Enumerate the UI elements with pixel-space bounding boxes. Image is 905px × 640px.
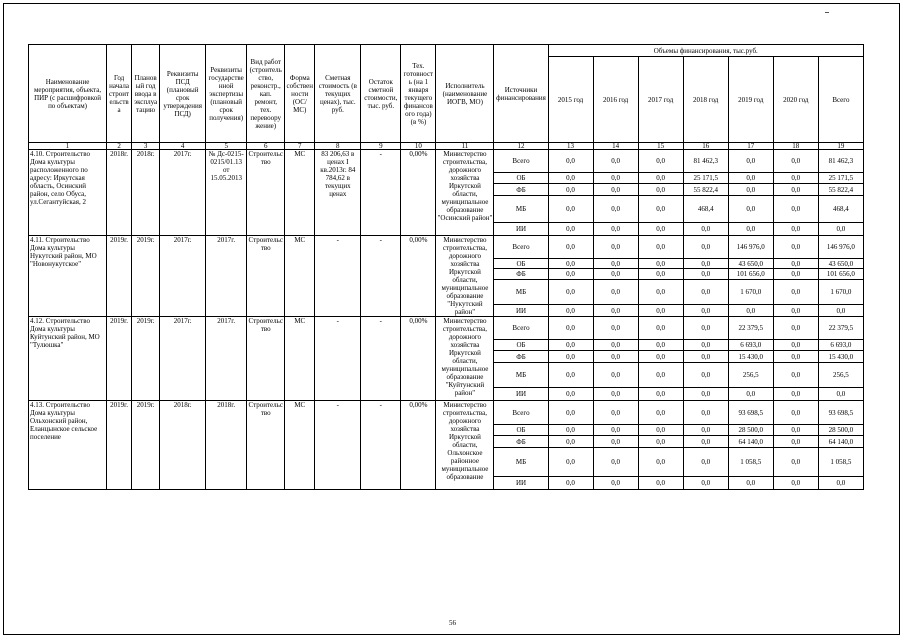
estimated-cost: 83 206,63 в ценах I кв.2013г. 84 784,62 в текущих ценах	[315, 150, 361, 236]
executor: Министерство строительства, дорожного хозяйства Иркутской области, Ольхонское районное муниципальное образование	[436, 401, 494, 490]
column-number: 14	[593, 143, 638, 150]
year-value: 0,0	[638, 448, 683, 477]
year-value: 0,0	[683, 280, 728, 305]
year-value: 0,0	[593, 196, 638, 223]
year-value: 0,0	[683, 305, 728, 317]
start-year: 2019г.	[107, 317, 132, 401]
expertise-date: 2017г.	[206, 236, 247, 317]
start-year: 2019г.	[107, 236, 132, 317]
year-value: 0,0	[683, 236, 728, 259]
column-number: 17	[728, 143, 773, 150]
year-value: 6 693,0	[728, 340, 773, 351]
year-value: 0,0	[548, 184, 593, 196]
year-value: 0,0	[638, 305, 683, 317]
year-value: 0,0	[593, 340, 638, 351]
total-value: 93 698,5	[818, 401, 863, 425]
year-value: 0,0	[773, 150, 818, 173]
funding-source: МБ	[494, 448, 548, 477]
total-value: 101 656,0	[818, 269, 863, 280]
total-value: 0,0	[818, 388, 863, 401]
year-value: 0,0	[773, 280, 818, 305]
psd-date: 2017г.	[160, 236, 206, 317]
funding-source: ИИ	[494, 305, 548, 317]
year-value: 0,0	[593, 425, 638, 436]
funding-source: ИИ	[494, 388, 548, 401]
total-value: 55 822,4	[818, 184, 863, 196]
year-value: 0,0	[638, 223, 683, 236]
commission-year: 2019г.	[132, 236, 160, 317]
psd-date: 2017г.	[160, 317, 206, 401]
year-value: 0,0	[773, 340, 818, 351]
year-value: 0,0	[638, 340, 683, 351]
year-value: 0,0	[683, 317, 728, 340]
year-value: 0,0	[683, 351, 728, 363]
work-type: Строительство	[247, 236, 285, 317]
year-value: 0,0	[683, 477, 728, 490]
remaining-cost: -	[361, 317, 401, 401]
header-commission-year: Плановый год ввода в эксплуатацию	[132, 45, 160, 143]
year-value: 0,0	[548, 305, 593, 317]
year-value: 0,0	[638, 351, 683, 363]
year-value: 0,0	[548, 388, 593, 401]
column-number: 3	[132, 143, 160, 150]
year-value: 0,0	[683, 259, 728, 269]
year-value: 0,0	[548, 477, 593, 490]
year-value: 28 500,0	[728, 425, 773, 436]
year-value: 0,0	[773, 196, 818, 223]
year-value: 0,0	[548, 448, 593, 477]
year-value: 0,0	[548, 436, 593, 448]
year-value: 55 822,4	[683, 184, 728, 196]
executor: Министерство строительства, дорожного хозяйства Иркутской области, муниципальное образование "Нукутский район"	[436, 236, 494, 317]
year-value: 0,0	[683, 223, 728, 236]
year-value: 0,0	[638, 401, 683, 425]
year-value: 0,0	[728, 305, 773, 317]
year-value: 0,0	[638, 150, 683, 173]
funding-source: Всего	[494, 401, 548, 425]
ownership: МС	[285, 150, 315, 236]
year-value: 0,0	[773, 305, 818, 317]
year-value: 0,0	[548, 223, 593, 236]
year-value: 0,0	[683, 388, 728, 401]
year-value: 0,0	[773, 448, 818, 477]
executor: Министерство строительства, дорожного хозяйства Иркутской области, муниципальное образование "Куйтунский район"	[436, 317, 494, 401]
start-year: 2019г.	[107, 401, 132, 490]
column-numbers-row	[29, 143, 864, 150]
year-value: 146 976,0	[728, 236, 773, 259]
header-year-2020: 2020 год	[773, 57, 818, 143]
year-value: 0,0	[548, 196, 593, 223]
work-type: Строительство	[247, 317, 285, 401]
header-estimated-cost: Сметная стоимость (в текущих ценах), тыс. руб.	[315, 45, 361, 143]
year-value: 0,0	[773, 173, 818, 184]
year-value: 0,0	[593, 388, 638, 401]
header-year-2016: 2016 год	[593, 57, 638, 143]
year-value: 0,0	[593, 184, 638, 196]
year-value: 0,0	[593, 448, 638, 477]
total-value: 0,0	[818, 223, 863, 236]
year-value: 0,0	[638, 436, 683, 448]
year-value: 25 171,5	[683, 173, 728, 184]
work-type: Строительство	[247, 150, 285, 236]
total-value: 28 500,0	[818, 425, 863, 436]
total-value: 43 650,0	[818, 259, 863, 269]
year-value: 0,0	[728, 150, 773, 173]
total-value: 1 670,0	[818, 280, 863, 305]
funding-source: МБ	[494, 363, 548, 388]
year-value: 0,0	[548, 259, 593, 269]
year-value: 1 670,0	[728, 280, 773, 305]
start-year: 2018г.	[107, 150, 132, 236]
header-year-2017: 2017 год	[638, 57, 683, 143]
year-value: 0,0	[683, 363, 728, 388]
year-value: 0,0	[728, 173, 773, 184]
year-value: 0,0	[773, 184, 818, 196]
year-value: 0,0	[683, 340, 728, 351]
year-value: 1 058,5	[728, 448, 773, 477]
header-name: Наименование мероприятия, объекта, ПИР (с расшифровкой по объектам)	[29, 45, 107, 143]
funding-source: ОБ	[494, 259, 548, 269]
funding-source: ФБ	[494, 351, 548, 363]
total-value: 146 976,0	[818, 236, 863, 259]
header-psd: Реквизиты ПСД (плановый срок утверждения ПСД)	[160, 45, 206, 143]
expertise-date: 2017г.	[206, 317, 247, 401]
table-row	[29, 401, 864, 425]
header-year-2019: 2019 год	[728, 57, 773, 143]
year-value: 0,0	[593, 363, 638, 388]
year-value: 0,0	[593, 173, 638, 184]
year-value: 0,0	[638, 196, 683, 223]
object-name: 4.11. Строительство Дома культуры Нукутский район, МО "Новонукутское"	[29, 236, 107, 317]
header-year-2018: 2018 год	[683, 57, 728, 143]
psd-date: 2017г.	[160, 150, 206, 236]
total-value: 15 430,0	[818, 351, 863, 363]
total-value: 0,0	[818, 477, 863, 490]
column-number: 12	[494, 143, 548, 150]
year-value: 15 430,0	[728, 351, 773, 363]
header-ownership: Форма собственности (ОС/МС)	[285, 45, 315, 143]
column-number: 8	[315, 143, 361, 150]
column-number: 15	[638, 143, 683, 150]
year-value: 256,5	[728, 363, 773, 388]
year-value: 0,0	[728, 184, 773, 196]
column-number: 1	[29, 143, 107, 150]
year-value: 0,0	[773, 236, 818, 259]
total-value: 25 171,5	[818, 173, 863, 184]
year-value: 0,0	[683, 269, 728, 280]
object-name: 4.12. Строительство Дома культуры Куйтунский район, МО "Тулюшка"	[29, 317, 107, 401]
year-value: 0,0	[638, 363, 683, 388]
remaining-cost: -	[361, 150, 401, 236]
year-value: 0,0	[593, 269, 638, 280]
column-number: 4	[160, 143, 206, 150]
funding-source: Всего	[494, 317, 548, 340]
estimated-cost: -	[315, 236, 361, 317]
column-number: 11	[436, 143, 494, 150]
year-value: 0,0	[593, 401, 638, 425]
year-value: 0,0	[593, 436, 638, 448]
funding-source: Всего	[494, 150, 548, 173]
year-value: 0,0	[773, 223, 818, 236]
year-value: 0,0	[638, 388, 683, 401]
total-value: 22 379,5	[818, 317, 863, 340]
funding-source: МБ	[494, 280, 548, 305]
year-value: 0,0	[548, 425, 593, 436]
year-value: 0,0	[548, 150, 593, 173]
estimated-cost: -	[315, 401, 361, 490]
funding-source: ИИ	[494, 477, 548, 490]
year-value: 22 379,5	[728, 317, 773, 340]
readiness: 0,00%	[401, 401, 436, 490]
year-value: 0,0	[593, 236, 638, 259]
header-executor: Исполнитель (наименование ИОГВ, МО)	[436, 45, 494, 143]
column-number: 9	[361, 143, 401, 150]
funding-source: ФБ	[494, 184, 548, 196]
year-value: 0,0	[683, 436, 728, 448]
commission-year: 2019г.	[132, 401, 160, 490]
year-value: 0,0	[638, 236, 683, 259]
header-funding-source: Источники финансирования	[494, 45, 548, 143]
year-value: 0,0	[593, 477, 638, 490]
year-value: 0,0	[548, 280, 593, 305]
remaining-cost: -	[361, 236, 401, 317]
expertise-date: № Дс-0215-0215/01.13 от 15.05.2013	[206, 150, 247, 236]
year-value: 0,0	[773, 425, 818, 436]
year-value: 0,0	[593, 223, 638, 236]
year-value: 0,0	[728, 223, 773, 236]
funding-source: ФБ	[494, 436, 548, 448]
year-value: 0,0	[773, 351, 818, 363]
funding-source: ИИ	[494, 223, 548, 236]
table-row	[29, 150, 864, 173]
year-value: 0,0	[548, 269, 593, 280]
total-value: 6 693,0	[818, 340, 863, 351]
psd-date: 2018г.	[160, 401, 206, 490]
year-value: 0,0	[593, 317, 638, 340]
year-value: 0,0	[638, 173, 683, 184]
readiness: 0,00%	[401, 236, 436, 317]
year-value: 0,0	[683, 401, 728, 425]
funding-source: Всего	[494, 236, 548, 259]
header-volumes: Объемы финансирования, тыс.руб.	[548, 45, 863, 57]
table-row	[29, 317, 864, 340]
page-number: 56	[449, 619, 456, 627]
year-value: 0,0	[773, 259, 818, 269]
year-value: 0,0	[593, 351, 638, 363]
corner-mark	[825, 12, 829, 13]
column-number: 6	[247, 143, 285, 150]
year-value: 0,0	[548, 340, 593, 351]
year-value: 0,0	[593, 259, 638, 269]
header-readiness: Тех. готовность (на 1 января текущего финансового года) (в %)	[401, 45, 436, 143]
header-year-2015: 2015 год	[548, 57, 593, 143]
column-number: 13	[548, 143, 593, 150]
ownership: МС	[285, 317, 315, 401]
year-value: 0,0	[548, 236, 593, 259]
column-number: 7	[285, 143, 315, 150]
table-body	[29, 150, 864, 490]
header-expertise: Реквизиты государственной экспертизы (плановый срок получения)	[206, 45, 247, 143]
year-value: 101 656,0	[728, 269, 773, 280]
year-value: 93 698,5	[728, 401, 773, 425]
header-total: Всего	[818, 57, 863, 143]
total-value: 468,4	[818, 196, 863, 223]
header-start-year: Год начала строительства	[107, 45, 132, 143]
year-value: 0,0	[638, 269, 683, 280]
year-value: 0,0	[638, 317, 683, 340]
year-value: 0,0	[728, 477, 773, 490]
column-number: 19	[818, 143, 863, 150]
readiness: 0,00%	[401, 317, 436, 401]
year-value: 0,0	[638, 477, 683, 490]
header-work-type: Вид работ (строительство, реконстр., кап. ремонт, тех. перевооружение)	[247, 45, 285, 143]
funding-source: ОБ	[494, 425, 548, 436]
year-value: 468,4	[683, 196, 728, 223]
readiness: 0,00%	[401, 150, 436, 236]
year-value: 43 650,0	[728, 259, 773, 269]
executor: Министерство строительства, дорожного хозяйства Иркутской области, муниципальное образование "Осинский район"	[436, 150, 494, 236]
year-value: 0,0	[593, 150, 638, 173]
ownership: МС	[285, 236, 315, 317]
total-value: 0,0	[818, 305, 863, 317]
total-value: 1 058,5	[818, 448, 863, 477]
year-value: 0,0	[548, 317, 593, 340]
year-value: 0,0	[728, 196, 773, 223]
year-value: 0,0	[773, 436, 818, 448]
year-value: 0,0	[773, 269, 818, 280]
year-value: 0,0	[548, 173, 593, 184]
financing-table	[28, 44, 864, 490]
remaining-cost: -	[361, 401, 401, 490]
commission-year: 2019г.	[132, 317, 160, 401]
estimated-cost: -	[315, 317, 361, 401]
column-number: 5	[206, 143, 247, 150]
total-value: 64 140,0	[818, 436, 863, 448]
object-name: 4.10. Строительство Дома культуры расположенного по адресу: Иркутская область, Осинский район, село Обуса, ул.Сегантуйская, 2	[29, 150, 107, 236]
year-value: 0,0	[773, 317, 818, 340]
year-value: 0,0	[593, 280, 638, 305]
year-value: 0,0	[638, 425, 683, 436]
year-value: 0,0	[548, 363, 593, 388]
expertise-date: 2018г.	[206, 401, 247, 490]
year-value: 81 462,3	[683, 150, 728, 173]
year-value: 0,0	[548, 351, 593, 363]
year-value: 0,0	[638, 184, 683, 196]
year-value: 0,0	[638, 259, 683, 269]
year-value: 0,0	[773, 401, 818, 425]
year-value: 64 140,0	[728, 436, 773, 448]
funding-source: МБ	[494, 196, 548, 223]
object-name: 4.13. Строительство Дома культуры Ольхонский район, Еланцынское сельское поселение	[29, 401, 107, 490]
year-value: 0,0	[683, 425, 728, 436]
year-value: 0,0	[773, 477, 818, 490]
work-type: Строительство	[247, 401, 285, 490]
year-value: 0,0	[593, 305, 638, 317]
year-value: 0,0	[728, 388, 773, 401]
year-value: 0,0	[773, 363, 818, 388]
ownership: МС	[285, 401, 315, 490]
year-value: 0,0	[773, 388, 818, 401]
total-value: 256,5	[818, 363, 863, 388]
column-number: 2	[107, 143, 132, 150]
column-number: 16	[683, 143, 728, 150]
column-number: 18	[773, 143, 818, 150]
year-value: 0,0	[548, 401, 593, 425]
funding-source: ОБ	[494, 340, 548, 351]
header-remaining-cost: Остаток сметной стоимости, тыс. руб.	[361, 45, 401, 143]
year-value: 0,0	[638, 280, 683, 305]
total-value: 81 462,3	[818, 150, 863, 173]
commission-year: 2018г.	[132, 150, 160, 236]
funding-source: ОБ	[494, 173, 548, 184]
funding-source: ФБ	[494, 269, 548, 280]
table-row	[29, 236, 864, 259]
column-number: 10	[401, 143, 436, 150]
year-value: 0,0	[683, 448, 728, 477]
